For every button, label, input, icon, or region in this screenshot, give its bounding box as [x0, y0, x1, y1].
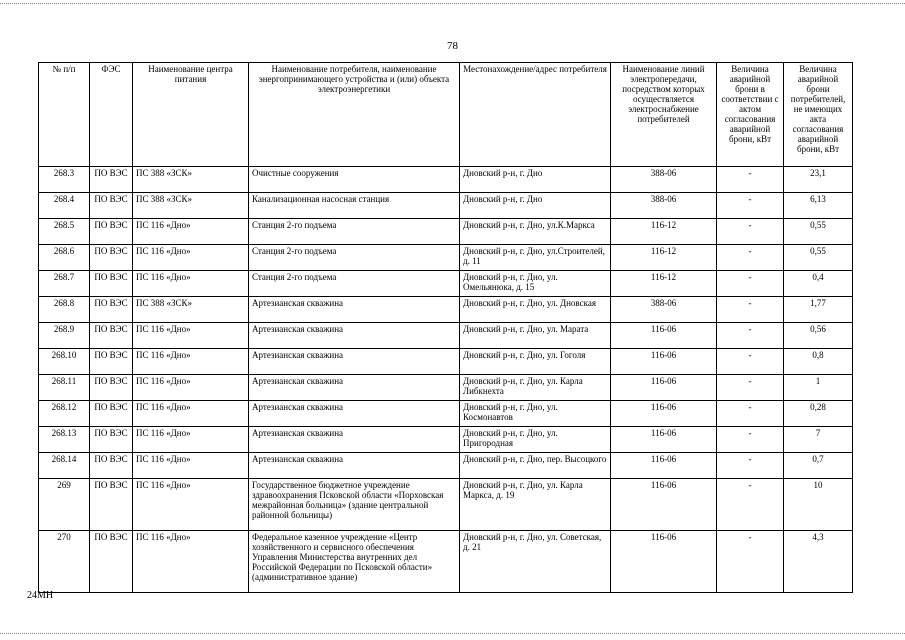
- cell-power-center: ПС 116 «Дно»: [133, 245, 249, 271]
- page-number: 78: [447, 40, 458, 52]
- cell-armor-no-act: 0,56: [784, 323, 853, 349]
- cell-armor: -: [717, 297, 784, 323]
- table-row: [39, 297, 853, 323]
- cell-location: Дновский р-н, г. Дно: [460, 193, 611, 219]
- cell-armor: -: [717, 531, 784, 593]
- header-consumer: Наименование потребителя, наименование энергопринимающего устройства и (или) объекта электроэнергетики: [249, 63, 460, 167]
- table-row: [39, 219, 853, 245]
- header-armor: Величина аварийной брони в соответствии с актом согласования аварийной брони, кВт: [717, 63, 784, 167]
- table-row: [39, 479, 853, 531]
- cell-fes: ПО ВЭС: [90, 531, 133, 593]
- cell-consumer: Артезианская скважина: [249, 401, 460, 427]
- cell-armor-no-act: 4,3: [784, 531, 853, 593]
- scan-edge-top: [0, 3, 905, 4]
- cell-num: 270: [39, 531, 90, 593]
- cell-location: Дновский р-н, г. Дно, пер. Высоцкого: [460, 453, 611, 479]
- footer-code: 24МН: [27, 590, 54, 601]
- cell-fes: ПО ВЭС: [90, 271, 133, 297]
- cell-lines: 116-06: [611, 479, 717, 531]
- cell-fes: ПО ВЭС: [90, 297, 133, 323]
- cell-location: Дновский р-н, г. Дно, ул. Марата: [460, 323, 611, 349]
- cell-armor-no-act: 0,55: [784, 245, 853, 271]
- cell-num: 268.13: [39, 427, 90, 453]
- cell-consumer: Артезианская скважина: [249, 375, 460, 401]
- cell-lines: 388-06: [611, 297, 717, 323]
- header-lines: Наименование линий электропередачи, посредством которых осуществляется электроснабжение потребителей: [611, 63, 717, 167]
- cell-lines: 388-06: [611, 167, 717, 193]
- cell-lines: 116-06: [611, 323, 717, 349]
- cell-num: 268.4: [39, 193, 90, 219]
- cell-power-center: ПС 388 «ЗСК»: [133, 193, 249, 219]
- cell-fes: ПО ВЭС: [90, 349, 133, 375]
- cell-lines: 116-06: [611, 453, 717, 479]
- cell-armor-no-act: 0,7: [784, 453, 853, 479]
- cell-power-center: ПС 388 «ЗСК»: [133, 297, 249, 323]
- cell-power-center: ПС 116 «Дно»: [133, 375, 249, 401]
- cell-armor-no-act: 0,4: [784, 271, 853, 297]
- table-row: [39, 531, 853, 593]
- cell-fes: ПО ВЭС: [90, 401, 133, 427]
- cell-num: 268.6: [39, 245, 90, 271]
- cell-location: Дновский р-н, г. Дно, ул. Космонавтов: [460, 401, 611, 427]
- cell-armor-no-act: 0,8: [784, 349, 853, 375]
- table-row: [39, 245, 853, 271]
- consumer-table: [38, 62, 853, 593]
- cell-fes: ПО ВЭС: [90, 479, 133, 531]
- table-row: [39, 349, 853, 375]
- cell-armor: -: [717, 167, 784, 193]
- header-location: Местонахождение/адрес потребителя: [460, 63, 611, 167]
- cell-location: Дновский р-н, г. Дно: [460, 167, 611, 193]
- table-header-row: [39, 63, 853, 167]
- cell-lines: 116-06: [611, 401, 717, 427]
- cell-power-center: ПС 116 «Дно»: [133, 219, 249, 245]
- cell-lines: 116-06: [611, 375, 717, 401]
- cell-location: Дновский р-н, г. Дно, ул. Карла Либкнехта: [460, 375, 611, 401]
- scan-edge-bottom: [0, 633, 905, 634]
- cell-location: Дновский р-н, г. Дно, ул. Омельянюка, д. 15: [460, 271, 611, 297]
- cell-power-center: ПС 116 «Дно»: [133, 401, 249, 427]
- cell-armor: -: [717, 245, 784, 271]
- cell-lines: 388-06: [611, 193, 717, 219]
- cell-consumer: Артезианская скважина: [249, 453, 460, 479]
- cell-armor: -: [717, 453, 784, 479]
- cell-location: Дновский р-н, г. Дно, ул. Пригородная: [460, 427, 611, 453]
- cell-location: Дновский р-н, г. Дно, ул. Дновская: [460, 297, 611, 323]
- cell-fes: ПО ВЭС: [90, 323, 133, 349]
- cell-num: 268.5: [39, 219, 90, 245]
- cell-power-center: ПС 116 «Дно»: [133, 323, 249, 349]
- table-row: [39, 271, 853, 297]
- cell-lines: 116-12: [611, 219, 717, 245]
- cell-armor: -: [717, 427, 784, 453]
- cell-lines: 116-06: [611, 427, 717, 453]
- cell-armor-no-act: 6,13: [784, 193, 853, 219]
- cell-power-center: ПС 116 «Дно»: [133, 453, 249, 479]
- cell-consumer: Артезианская скважина: [249, 323, 460, 349]
- cell-fes: ПО ВЭС: [90, 167, 133, 193]
- cell-consumer: Государственное бюджетное учреждение здравоохранения Псковской области «Порховская межрайонная больница» (здание центральной районной больницы): [249, 479, 460, 531]
- cell-num: 268.3: [39, 167, 90, 193]
- cell-consumer: Артезианская скважина: [249, 427, 460, 453]
- cell-num: 268.12: [39, 401, 90, 427]
- cell-armor: -: [717, 271, 784, 297]
- cell-consumer: Артезианская скважина: [249, 349, 460, 375]
- cell-location: Дновский р-н, г. Дно, ул.К.Маркса: [460, 219, 611, 245]
- cell-num: 268.9: [39, 323, 90, 349]
- cell-consumer: Артезианская скважина: [249, 297, 460, 323]
- cell-armor-no-act: 1,77: [784, 297, 853, 323]
- cell-consumer: Федеральное казенное учреждение «Центр хозяйственного и сервисного обеспечения Управления Министерства внутренних дел Российской Федерации по Псковской области» (административное здание): [249, 531, 460, 593]
- cell-location: Дновский р-н, г. Дно, ул. Гоголя: [460, 349, 611, 375]
- cell-consumer: Станция 2-го подъема: [249, 219, 460, 245]
- table-row: [39, 193, 853, 219]
- cell-location: Дновский р-н, г. Дно, ул.Строителей, д. 11: [460, 245, 611, 271]
- cell-power-center: ПС 116 «Дно»: [133, 531, 249, 593]
- cell-num: 268.14: [39, 453, 90, 479]
- table-row: [39, 401, 853, 427]
- cell-fes: ПО ВЭС: [90, 427, 133, 453]
- header-armor-no-act: Величина аварийной брони потребителей, не имеющих акта согласования аварийной брони, кВт: [784, 63, 853, 167]
- cell-armor: -: [717, 323, 784, 349]
- table-row: [39, 167, 853, 193]
- cell-power-center: ПС 388 «ЗСК»: [133, 167, 249, 193]
- cell-fes: ПО ВЭС: [90, 193, 133, 219]
- cell-armor-no-act: 10: [784, 479, 853, 531]
- header-num: № п/п: [39, 63, 90, 167]
- header-fes: ФЭС: [90, 63, 133, 167]
- cell-num: 268.8: [39, 297, 90, 323]
- cell-armor-no-act: 0,28: [784, 401, 853, 427]
- cell-lines: 116-12: [611, 245, 717, 271]
- cell-power-center: ПС 116 «Дно»: [133, 349, 249, 375]
- cell-armor: -: [717, 219, 784, 245]
- table-row: [39, 453, 853, 479]
- cell-num: 268.10: [39, 349, 90, 375]
- cell-consumer: Очистные сооружения: [249, 167, 460, 193]
- cell-num: 268.11: [39, 375, 90, 401]
- cell-consumer: Станция 2-го подъема: [249, 271, 460, 297]
- cell-consumer: Станция 2-го подъема: [249, 245, 460, 271]
- cell-fes: ПО ВЭС: [90, 453, 133, 479]
- cell-armor-no-act: 23,1: [784, 167, 853, 193]
- cell-lines: 116-06: [611, 531, 717, 593]
- cell-power-center: ПС 116 «Дно»: [133, 271, 249, 297]
- cell-fes: ПО ВЭС: [90, 245, 133, 271]
- cell-location: Дновский р-н, г. Дно, ул. Карла Маркса, д. 19: [460, 479, 611, 531]
- table-row: [39, 375, 853, 401]
- cell-armor: -: [717, 479, 784, 531]
- cell-armor-no-act: 7: [784, 427, 853, 453]
- cell-armor-no-act: 1: [784, 375, 853, 401]
- header-power-center: Наименование центра питания: [133, 63, 249, 167]
- cell-num: 268.7: [39, 271, 90, 297]
- table-row: [39, 323, 853, 349]
- cell-armor: -: [717, 375, 784, 401]
- cell-lines: 116-12: [611, 271, 717, 297]
- table-row: [39, 427, 853, 453]
- cell-power-center: ПС 116 «Дно»: [133, 479, 249, 531]
- cell-armor: -: [717, 349, 784, 375]
- cell-num: 269: [39, 479, 90, 531]
- cell-fes: ПО ВЭС: [90, 219, 133, 245]
- cell-power-center: ПС 116 «Дно»: [133, 427, 249, 453]
- cell-lines: 116-06: [611, 349, 717, 375]
- cell-fes: ПО ВЭС: [90, 375, 133, 401]
- cell-armor: -: [717, 401, 784, 427]
- cell-armor: -: [717, 193, 784, 219]
- cell-armor-no-act: 0,55: [784, 219, 853, 245]
- cell-consumer: Канализационная насосная станция: [249, 193, 460, 219]
- cell-location: Дновский р-н, г. Дно, ул. Советская, д. 21: [460, 531, 611, 593]
